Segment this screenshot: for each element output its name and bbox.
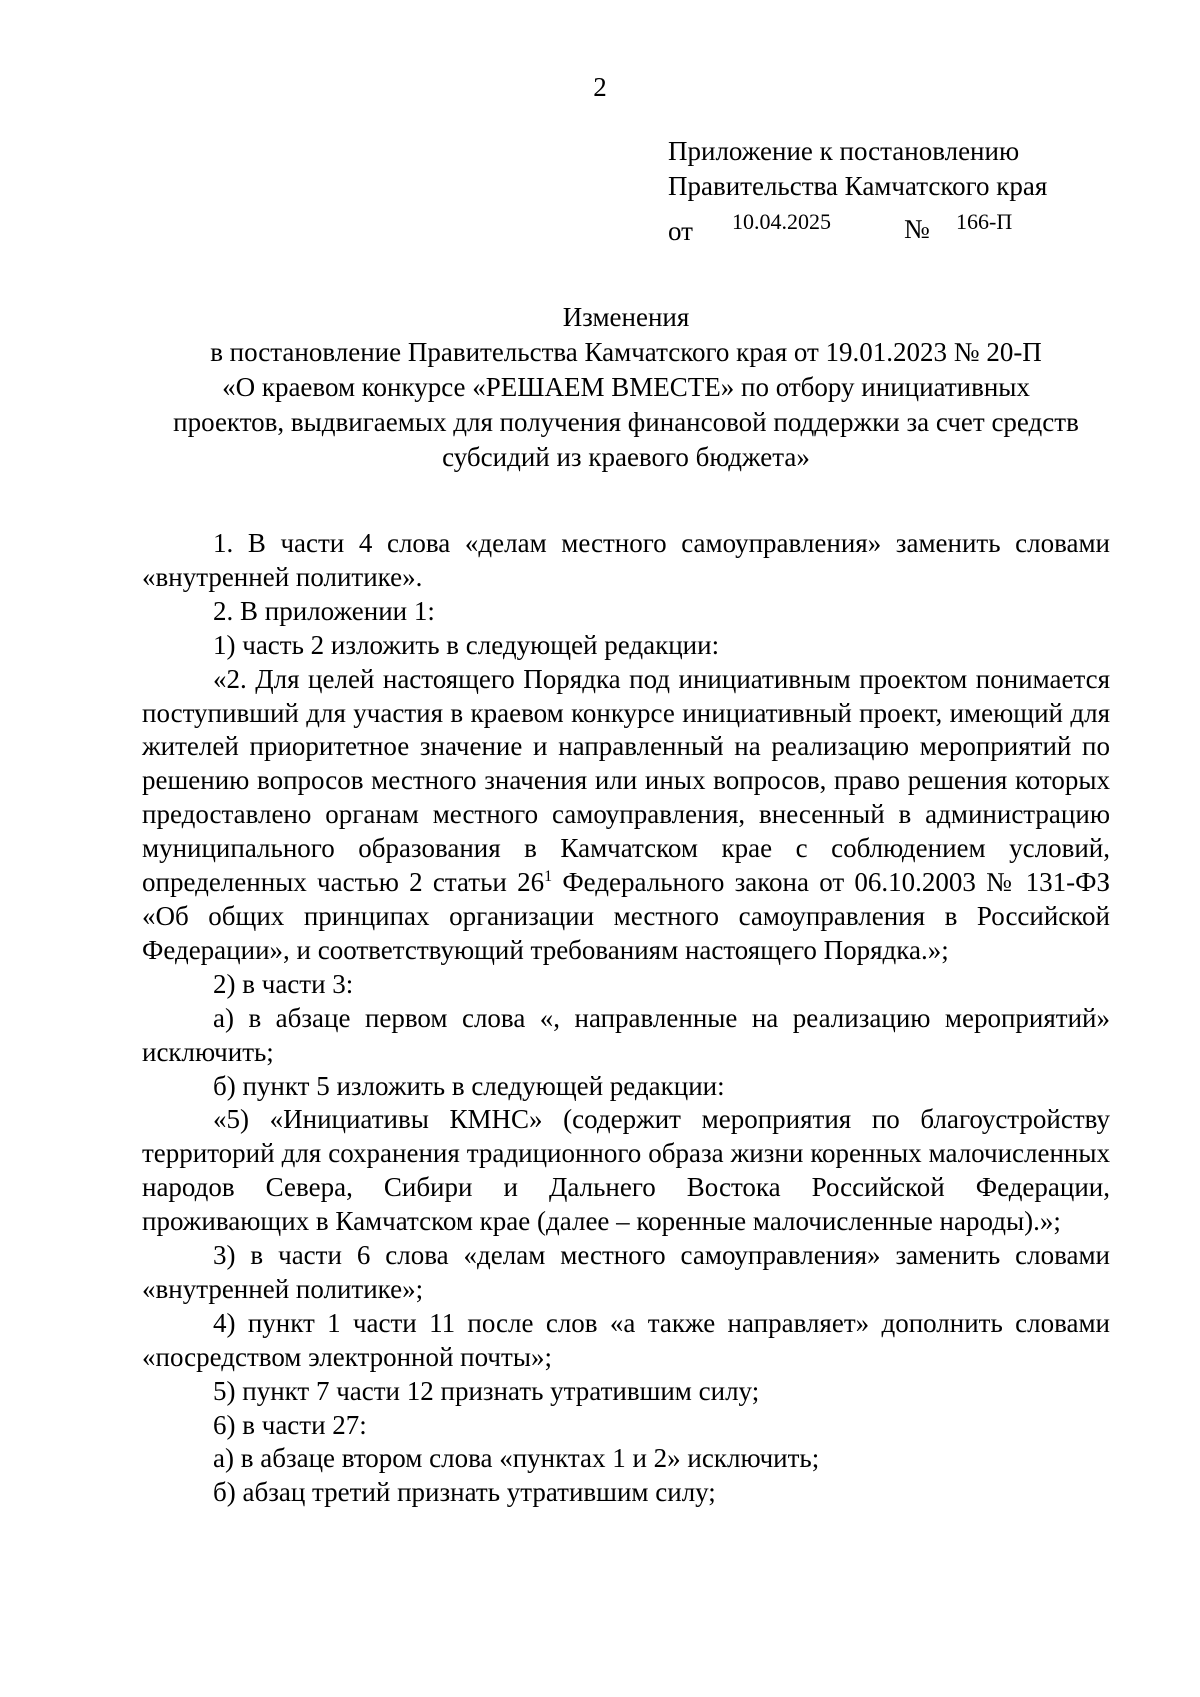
paragraph-13: а) в абзаце втором слова «пунктах 1 и 2» исключить; (213, 1443, 820, 1474)
paragraph-9: 3) в части 6 слова «делам местного самоуправления» заменить словами «внутренней политике»; (142, 1240, 1110, 1304)
paragraph-3: 1) часть 2 изложить в следующей редакции: (213, 629, 720, 660)
from-label: от (668, 216, 693, 246)
paragraph-6: а) в абзаце первом слова «, направленные на реализацию мероприятий» исключить; (142, 1002, 1110, 1067)
paragraph-4-part-b: Федерального закона от 06.10.2003 № 131-ФЗ «Об общих принципах организации местного самоуправления в Российской Федерации», и соответствующий требованиям настоящего Порядка.»; (142, 867, 1111, 965)
document-date: 10.04.2025 (732, 209, 831, 234)
title-line-2: в постановление Правительства Камчатского края от 19.01.2023 № 20-П (210, 337, 1042, 367)
paragraph-4 (142, 663, 1110, 968)
paragraph-14: б) абзац третий признать утратившим силу; (213, 1477, 716, 1508)
title-line-3: «О краевом конкурсе «РЕШАЕМ ВМЕСТЕ» по отбору инициативных (222, 372, 1030, 402)
document-title (142, 300, 1110, 475)
paragraph-1: 1. В части 4 слова «делам местного самоуправления» заменить словами «внутренней политике». (142, 528, 1110, 592)
title-line-1: Изменения (562, 302, 690, 332)
title-line-5: субсидий из краевого бюджета» (442, 442, 810, 472)
paragraph-10: 4) пункт 1 части 11 после слов «а также направляет» дополнить словами «посредством электронной почты»; (142, 1307, 1110, 1372)
document-number: 166-П (956, 209, 1013, 234)
appendix-date-row (668, 204, 1047, 244)
page-number: 2 (593, 72, 607, 102)
superscript-1: 1 (544, 868, 553, 886)
paragraph-7: б) пункт 5 изложить в следующей редакции: (213, 1070, 725, 1101)
title-line-4: проектов, выдвигаемых для получения финансовой поддержки за счет средств (173, 407, 1079, 437)
paragraph-5: 2) в части 3: (213, 968, 354, 999)
number-sign: № (904, 214, 930, 244)
paragraph-12: 6) в части 27: (213, 1409, 367, 1440)
appendix-header (668, 134, 1047, 244)
document-body (142, 527, 1110, 1510)
paragraph-2: 2. В приложении 1: (213, 595, 435, 626)
appendix-line-1: Приложение к постановлению (668, 136, 1020, 166)
paragraph-4-part-a: «2. Для целей настоящего Порядка под инициативным проектом понимается поступивший для участия в краевом конкурсе инициативный проект, имеющий для жителей приоритетное значение и направленный на реализацию мероприятий по решению вопросов местного значения или иных вопросов, право решения которых предоставлено органам местного самоуправления, внесенный в администрацию муниципального образования в Камчатском крае с соблюдением условий, определенных частью 2 статьи 26 (142, 663, 1110, 898)
paragraph-8: «5) «Инициативы КМНС» (содержит мероприятия по благоустройству территорий для сохранения традиционного образа жизни коренных малочисленных народов Севера, Сибири и Дальнего Востока Российской Федерации, проживающих в Камчатском крае (далее – коренные малочисленные народы).»; (142, 1104, 1110, 1237)
paragraph-11: 5) пункт 7 части 12 признать утратившим силу; (213, 1375, 760, 1406)
appendix-line-2: Правительства Камчатского края (668, 171, 1048, 201)
